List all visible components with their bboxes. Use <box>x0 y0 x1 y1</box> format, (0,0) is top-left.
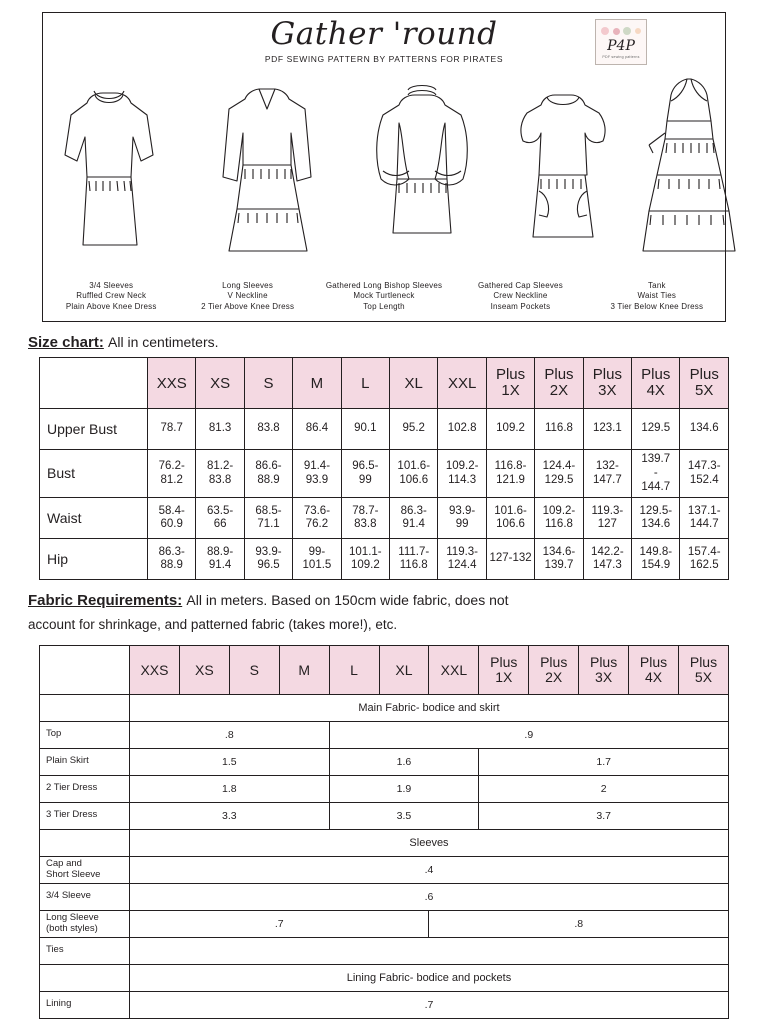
size-cell: 127-132 <box>486 539 534 580</box>
brand-subtitle: PDF SEWING PATTERN BY PATTERNS FOR PIRATES <box>264 54 504 64</box>
fabric-row-label: Ties <box>40 937 130 964</box>
size-col-header: S <box>244 358 292 409</box>
fabric-cell: 3.7 <box>479 802 729 829</box>
size-cell: 142.2- 147.3 <box>583 539 631 580</box>
fabric-cell: 1.6 <box>329 748 479 775</box>
fabric-chart-table <box>39 645 729 1019</box>
size-cell: 124.4- 129.5 <box>535 450 583 498</box>
size-cell: 96.5- 99 <box>341 450 389 498</box>
fabric-col-header-plus: Plus 1X <box>479 645 529 694</box>
fabric-cell: .4 <box>130 856 729 883</box>
size-cell: 129.5 <box>632 409 680 450</box>
fabric-row-label: 3 Tier Dress <box>40 802 130 829</box>
fabric-title: Fabric Requirements: <box>28 592 183 610</box>
fabric-cell: .8 <box>130 721 330 748</box>
fabric-band-sleeves: Sleeves <box>130 829 729 856</box>
size-col-header: XXL <box>438 358 486 409</box>
size-cell: 109.2- 116.8 <box>535 498 583 539</box>
size-cell: 90.1 <box>341 409 389 450</box>
table-row <box>40 802 729 829</box>
fabric-cell: 1.5 <box>130 748 330 775</box>
table-row <box>40 775 729 802</box>
table-row <box>40 498 729 539</box>
view-caption: Tank Waist Ties 3 Tier Below Knee Dress <box>610 280 704 312</box>
fabric-note-2: account for shrinkage, and patterned fabric (takes more!), etc. <box>28 617 398 633</box>
view-caption: 3/4 Sleeves Ruffled Crew Neck Plain Above Knee Dress <box>65 280 157 312</box>
fabric-cell: 3.5 <box>329 802 479 829</box>
fabric-col-header: L <box>329 645 379 694</box>
size-cell: 78.7 <box>148 409 196 450</box>
size-cell: 86.6- 88.9 <box>244 450 292 498</box>
view-caption: Gathered Cap Sleeves Crew Neckline Inseam Pockets <box>477 280 563 312</box>
table-row <box>40 991 729 1018</box>
size-col-header-plus: Plus 2X <box>535 358 583 409</box>
size-col-header-plus: Plus 5X <box>680 358 729 409</box>
size-cell: 88.9- 91.4 <box>196 539 244 580</box>
size-col-header: XS <box>196 358 244 409</box>
fabric-cell: 3.3 <box>130 802 330 829</box>
fabric-band-gap <box>40 829 130 856</box>
table-row <box>40 721 729 748</box>
fabric-col-header: XXS <box>130 645 180 694</box>
size-cell: 78.7- 83.8 <box>341 498 389 539</box>
garment-line-drawings <box>43 75 725 260</box>
cover-illustration-box <box>42 12 726 322</box>
fabric-cell: 1.8 <box>130 775 330 802</box>
size-cell: 116.8- 121.9 <box>486 450 534 498</box>
fabric-band-gap <box>40 694 130 721</box>
fabric-cell: 1.9 <box>329 775 479 802</box>
size-chart-table <box>39 357 729 580</box>
size-col-header: M <box>293 358 341 409</box>
brand-title-block <box>264 16 504 64</box>
size-cell: 132- 147.7 <box>583 450 631 498</box>
fabric-col-header: XL <box>379 645 429 694</box>
brand-name: Gather 'round <box>270 16 498 52</box>
fabric-col-header-plus: Plus 2X <box>529 645 579 694</box>
fabric-heading <box>28 592 740 609</box>
fabric-cell: .8 <box>429 910 729 937</box>
table-row <box>40 450 729 498</box>
size-cell: 81.2- 83.8 <box>196 450 244 498</box>
p4p-logo <box>595 19 647 65</box>
fabric-col-header-plus: Plus 3X <box>579 645 629 694</box>
size-col-header-plus: Plus 3X <box>583 358 631 409</box>
size-cell: 93.9- 96.5 <box>244 539 292 580</box>
floral-icon <box>599 25 643 37</box>
size-cell: 139.7 - 144.7 <box>632 450 680 498</box>
table-row <box>40 883 729 910</box>
fabric-col-header: XXL <box>429 645 479 694</box>
size-cell: 91.4- 93.9 <box>293 450 341 498</box>
size-cell: 58.4- 60.9 <box>148 498 196 539</box>
fabric-cell: 1.7 <box>479 748 729 775</box>
size-cell: 134.6 <box>680 409 729 450</box>
brand-header <box>43 13 725 75</box>
size-chart-note: All in centimeters. <box>108 334 219 350</box>
size-col-header-plus: Plus 4X <box>632 358 680 409</box>
view-caption: Gathered Long Bishop Sleeves Mock Turtleneck Top Length <box>325 280 443 312</box>
fabric-cell: 2 <box>479 775 729 802</box>
fabric-band-main: Main Fabric- bodice and skirt <box>130 694 729 721</box>
size-cell: 157.4- 162.5 <box>680 539 729 580</box>
size-cell: 149.8- 154.9 <box>632 539 680 580</box>
size-cell: 95.2 <box>390 409 438 450</box>
size-cell: 99- 101.5 <box>293 539 341 580</box>
size-cell: 134.6- 139.7 <box>535 539 583 580</box>
fabric-col-header: S <box>229 645 279 694</box>
view-caption: Long Sleeves V Neckline 2 Tier Above Knee Dress <box>201 280 295 312</box>
size-cell: 123.1 <box>583 409 631 450</box>
size-cell: 81.3 <box>196 409 244 450</box>
fabric-row-label: Cap and Short Sleeve <box>40 856 130 883</box>
fabric-note-1: All in meters. Based on 150cm wide fabric, does not <box>186 592 509 609</box>
size-cell: 86.3- 88.9 <box>148 539 196 580</box>
fabric-col-header: XS <box>179 645 229 694</box>
table-row <box>40 409 729 450</box>
size-cell: 119.3- 124.4 <box>438 539 486 580</box>
size-col-header-plus: Plus 1X <box>486 358 534 409</box>
table-row <box>40 964 729 991</box>
size-cell: 147.3- 152.4 <box>680 450 729 498</box>
size-cell: 83.8 <box>244 409 292 450</box>
size-cell: 93.9- 99 <box>438 498 486 539</box>
size-row-label: Bust <box>40 450 148 498</box>
fabric-col-header-plus: Plus 5X <box>678 645 728 694</box>
fabric-chart-corner <box>40 645 130 694</box>
size-cell: 86.3- 91.4 <box>390 498 438 539</box>
size-cell: 129.5- 134.6 <box>632 498 680 539</box>
size-cell: 109.2- 114.3 <box>438 450 486 498</box>
size-cell: 102.8 <box>438 409 486 450</box>
table-row <box>40 937 729 964</box>
size-cell: 101.6- 106.6 <box>390 450 438 498</box>
fabric-col-header-plus: Plus 4X <box>629 645 679 694</box>
fabric-row-label: 3/4 Sleeve <box>40 883 130 910</box>
fabric-band-lining: Lining Fabric- bodice and pockets <box>130 964 729 991</box>
fabric-row-label: Long Sleeve (both styles) <box>40 910 130 937</box>
fabric-row-label: Top <box>40 721 130 748</box>
line-drawings-svg <box>43 75 753 260</box>
size-col-header: XXS <box>148 358 196 409</box>
size-cell: 86.4 <box>293 409 341 450</box>
size-chart-title: Size chart: <box>28 334 104 351</box>
logo-caption: PDF sewing patterns <box>602 55 640 59</box>
fabric-cell: .6 <box>130 883 729 910</box>
size-row-label: Hip <box>40 539 148 580</box>
size-cell: 73.6- 76.2 <box>293 498 341 539</box>
size-cell: 101.1- 109.2 <box>341 539 389 580</box>
size-cell: 109.2 <box>486 409 534 450</box>
size-chart-heading <box>28 334 740 351</box>
size-cell: 76.2- 81.2 <box>148 450 196 498</box>
table-row <box>40 694 729 721</box>
size-cell: 68.5- 71.1 <box>244 498 292 539</box>
size-cell: 101.6- 106.6 <box>486 498 534 539</box>
fabric-col-header: M <box>279 645 329 694</box>
size-row-label: Upper Bust <box>40 409 148 450</box>
view-captions <box>43 281 725 313</box>
table-row <box>40 910 729 937</box>
table-row <box>40 856 729 883</box>
table-row <box>40 748 729 775</box>
size-cell: 116.8 <box>535 409 583 450</box>
fabric-cell <box>130 937 729 964</box>
size-cell: 63.5- 66 <box>196 498 244 539</box>
size-row-label: Waist <box>40 498 148 539</box>
fabric-cell: .9 <box>329 721 728 748</box>
logo-monogram: P4P <box>607 38 635 54</box>
size-chart-corner <box>40 358 148 409</box>
size-cell: 137.1- 144.7 <box>680 498 729 539</box>
size-cell: 119.3- 127 <box>583 498 631 539</box>
fabric-cell: .7 <box>130 991 729 1018</box>
size-cell: 111.7- 116.8 <box>390 539 438 580</box>
fabric-row-label: 2 Tier Dress <box>40 775 130 802</box>
size-col-header: L <box>341 358 389 409</box>
fabric-cell: .7 <box>130 910 429 937</box>
size-col-header: XL <box>390 358 438 409</box>
fabric-row-label: Lining <box>40 991 130 1018</box>
fabric-band-gap <box>40 964 130 991</box>
table-row <box>40 539 729 580</box>
table-row <box>40 829 729 856</box>
fabric-row-label: Plain Skirt <box>40 748 130 775</box>
